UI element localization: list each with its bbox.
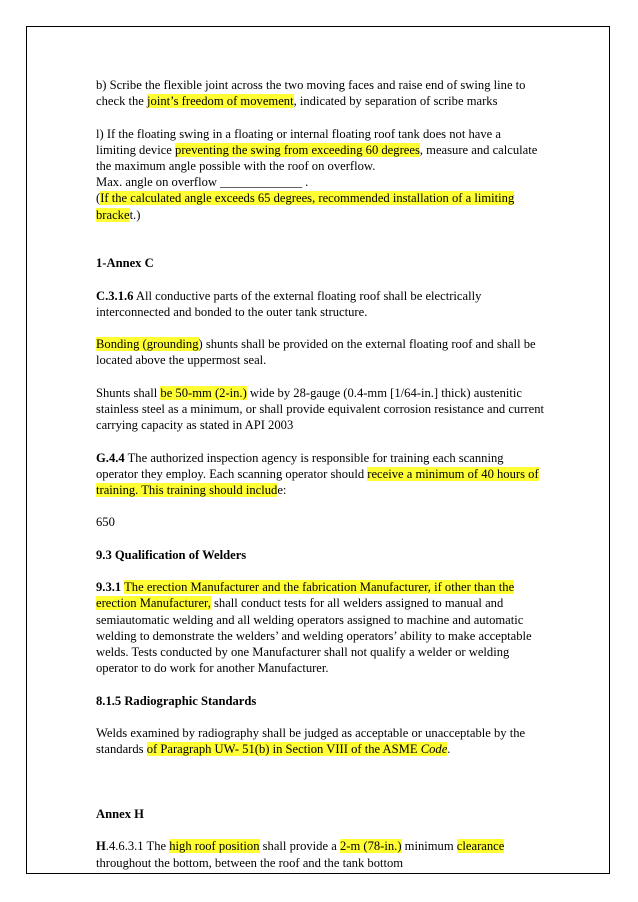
heading-annex-c: 1-Annex C (96, 256, 154, 271)
section-number: H (96, 839, 106, 854)
highlight: preventing the swing from exceeding 60 degrees (175, 142, 420, 157)
text: Welds examined by radiography shall be judged as acceptable or unacceptable by the standards (96, 725, 526, 757)
page-number: 650 (96, 515, 115, 530)
paragraph-scribe-joint (96, 77, 544, 109)
paragraph-h4631 (96, 838, 544, 870)
text: l) If the floating swing in a floating or internal floating roof tank does not have a limiting device (96, 126, 501, 157)
text: b) Scribe the flexible joint across the two moving faces and raise end of swing line to check the (96, 78, 526, 109)
section-number: C.3.1.6 (96, 288, 134, 303)
text: , indicated by separation of scribe marks (293, 94, 498, 109)
spacer (96, 239, 544, 255)
text: The authorized inspection agency is responsible for training each scanning operator they employ. Each scanning operator should (96, 450, 504, 481)
section-number: G.4.4 (96, 450, 125, 465)
text: Shunts shall (96, 385, 161, 400)
document-body (96, 77, 544, 887)
heading-radiographic-standards: 8.1.5 Radiographic Standards (96, 693, 257, 708)
text: shall provide a (259, 839, 340, 854)
heading-annex-h: Annex H (96, 806, 144, 821)
text: throughout the bottom, between the roof and the tank bottom (96, 855, 404, 870)
text: e: (277, 482, 287, 497)
text: wide by 28-gauge (0.4-mm [1/64-in.] thick) austenitic stainless steel as a minimum, or shall provide equivalent corrosion resistance and current carrying capacity as stated in API 2003 (96, 385, 545, 433)
paragraph-floating-swing (96, 126, 544, 223)
paragraph-g44 (96, 450, 544, 499)
highlight: clearance (456, 839, 505, 854)
text: ( (96, 191, 101, 206)
text: . (447, 742, 451, 757)
text: ) shunts shall be provided on the external floating roof and shall be located above the uppermost seal. (96, 337, 536, 368)
text: shall conduct tests for all welders assigned to manual and semiautomatic welding and all welding operators assigned to machine and automatic welding to demonstrate the welders’ and welding operators’ ability to make acceptable welds. Tests conducted by one Manufacturer shall not qualify a welder or welding operator to do work for another Manufacturer. (96, 596, 532, 676)
text: .4.6.3.1 The (105, 839, 170, 854)
max-angle-line: Max. angle on overflow _____________ . (96, 175, 309, 190)
paragraph-c316 (96, 288, 544, 320)
highlight: be 50-mm (2-in.) (160, 385, 247, 400)
section-number: 9.3.1 (96, 580, 122, 595)
paragraph-bonding (96, 336, 544, 368)
highlight: 2-m (78-in.) (339, 839, 402, 854)
text: of Paragraph UW- 51(b) in Section VIII of the ASME (146, 742, 421, 757)
spacer (96, 774, 544, 806)
text: minimum (401, 839, 457, 854)
highlight: joint’s freedom of movement (147, 94, 294, 109)
highlight (146, 742, 451, 757)
highlight: If the calculated angle exceeds 65 degrees, recommended installation of a limiting bracke (96, 191, 515, 222)
highlight: The erection Manufacturer and the fabrication Manufacturer, if other than the erection Manufacturer, (96, 580, 515, 611)
text: , measure and calculate the maximum angle possible with the roof on overflow. (96, 142, 538, 173)
paragraph-welds (96, 725, 544, 757)
highlight: Bonding (grounding (96, 337, 199, 352)
paragraph-931 (96, 579, 544, 676)
highlight: high roof position (169, 839, 260, 854)
code-italic: Code (420, 742, 448, 757)
heading-qualification-welders: 9.3 Qualification of Welders (96, 547, 247, 562)
text: All conductive parts of the external floating roof shall be electrically interconnected and bonded to the outer tank structure. (96, 288, 482, 319)
highlight: receive a minimum of 40 hours of training. This training should includ (96, 466, 539, 497)
paragraph-shunts (96, 385, 544, 434)
text: t.) (129, 207, 141, 222)
